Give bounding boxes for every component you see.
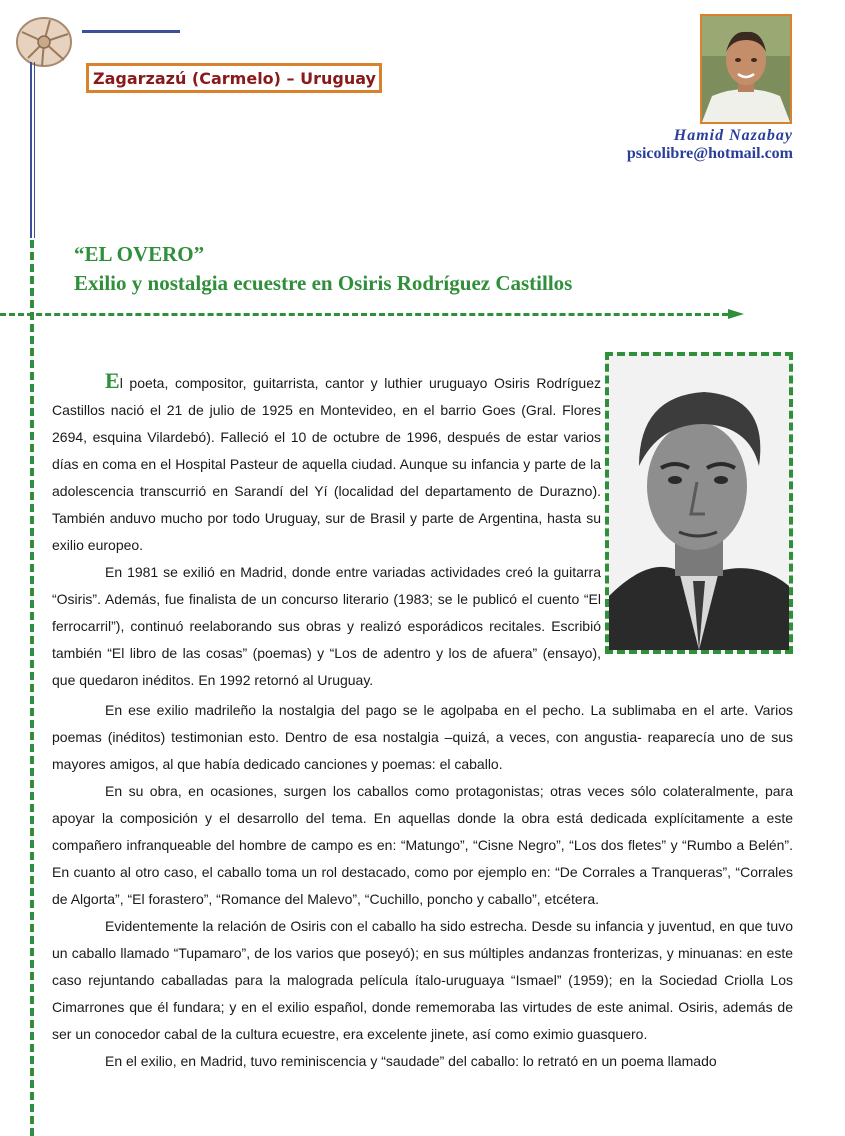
paragraph-5: Evidentemente la relación de Osiris con el caballo ha sido estrecha. Desde su infancia y juventud, en que tuvo un caballo llamado “Tupamaro”, de los varios que poseyó); en sus múltiples andanzas fronterizas, y minuanas: en este caso rejuntando caballadas para la malograda película ítalo-uruguaya “Ismael” (1959); en la Sociedad Criolla Los Cimarrones que él fundara; y en el exilio español, donde rememoraba las virtudes de este animal. Osiris, además de ser un conocedor cabal de la cultura ecuestre, era excelente jinete, así como eximio guasquero. (52, 918, 793, 1042)
osiris-portrait (605, 352, 793, 654)
left-blue-rule (30, 62, 35, 238)
body-column-narrow (52, 367, 601, 694)
author-name: Hamid Nazabay (673, 127, 793, 144)
paragraph-1 (52, 367, 601, 559)
paragraph-3: En ese exilio madrileño la nostalgia del pago se le agolpaba en el pecho. La sublimaba en el arte. Varios poemas (inéditos) testimonian esto. Dentro de esa nostalgia –quizá, a veces, con angustia- reaparecía uno de sus mayores amigos, al que había dedicado canciones y poemas: el caballo. (52, 702, 793, 772)
article-title: “EL OVERO” (74, 242, 205, 266)
paragraph-6: En el exilio, en Madrid, tuvo reminiscencia y “saudade” del caballo: lo retrató en un poema llamado (105, 1053, 717, 1069)
location-label: Zagarzazú (Carmelo) – Uruguay (86, 63, 382, 93)
paragraph-1-text: l poeta, compositor, guitarrista, cantor y luthier uruguayo Osiris Rodríguez Castillos nació el 21 de julio de 1925 en Montevideo, en el barrio Goes (Gral. Flores 2694, esquina Vilardebó). Falleció el 10 de octubre de 1996, después de estar varios días en coma en el Hospital Pasteur de aquella ciudad. Aunque su infancia y parte de la adolescencia transcurrió en Sarandí del Yí (localidad del departamento de Durazno). También anduvo mucho por todo Uruguay, sur de Brasil y parte de Argentina, hasta su exilio europeo. (52, 375, 601, 553)
arrow-icon (728, 309, 744, 319)
drop-cap: E (105, 368, 120, 393)
author-photo (700, 14, 792, 124)
paragraph-4: En su obra, en ocasiones, surgen los caballos como protagonistas; otras veces sólo colateralmente, para apoyar la composición y el desarrollo del tema. En aquellas donde la obra está dedicada explícitamente a este compañero infranqueable del hombre de campo es en: “Matungo”, “Cisne Negro”, “Los dos fletes” y “Rumbo a Belén”. En cuanto al otro caso, el caballo toma un rol destacado, como por ejemplo en: “De Corrales a Tranqueras”, “Corrales de Algorta”, “El forastero”, “Romance del Malevo”, “Cuchillo, poncho y caballo”, etcétera. (52, 783, 793, 907)
title-dashed-rule (0, 313, 728, 316)
shell-logo-icon (14, 14, 76, 68)
body-column-wide (52, 697, 793, 1075)
left-green-dashed-rule (30, 240, 34, 1136)
article-subtitle: Exilio y nostalgia ecuestre en Osiris Rodríguez Castillos (74, 271, 573, 295)
header-blue-rule (82, 30, 180, 33)
author-email[interactable]: psicolibre@hotmail.com (626, 145, 793, 162)
paragraph-2: En 1981 se exilió en Madrid, donde entre variadas actividades creó la guitarra “Osiris”. Además, fue finalista de un concurso literario (1983; se le publicó el cuento “El ferrocarril”), continuó reelaborando sus obras y realizó esporádicos recitales. Escribió también “El libro de las cosas” (poemas) y “Los de adentro y los de afuera” (ensayo), que quedaron inéditos. En 1992 retornó al Uruguay. (52, 564, 601, 688)
